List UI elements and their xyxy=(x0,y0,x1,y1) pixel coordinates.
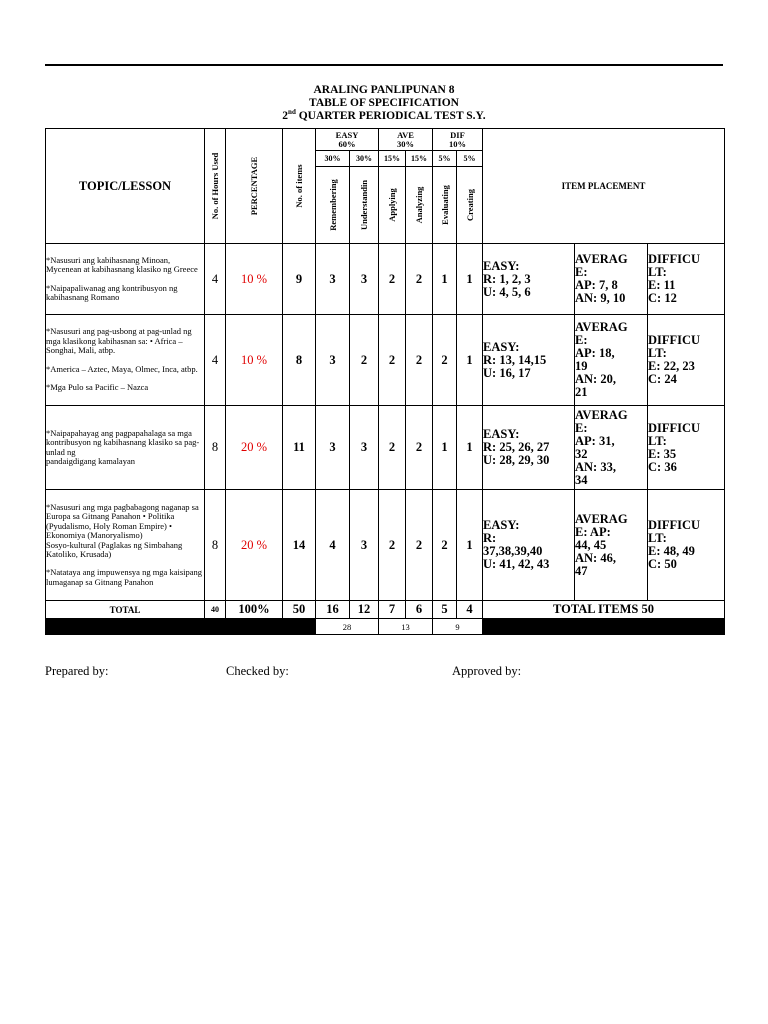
count-cell: 2 xyxy=(379,490,406,601)
items-cell: 14 xyxy=(283,490,316,601)
quarter-title xyxy=(45,110,723,123)
hours-cell: 4 xyxy=(205,315,226,406)
count-cell: 1 xyxy=(457,406,483,490)
percentage-header: PERCENTAGE xyxy=(226,129,283,244)
total-label: TOTAL xyxy=(46,601,205,619)
total-count: 5 xyxy=(433,601,457,619)
topic-header: TOPIC/LESSON xyxy=(46,129,205,244)
total-count: 6 xyxy=(406,601,433,619)
count-cell: 2 xyxy=(379,315,406,406)
count-cell: 3 xyxy=(350,244,379,315)
count-cell: 1 xyxy=(433,406,457,490)
count-cell: 2 xyxy=(406,406,433,490)
specification-table xyxy=(45,128,725,635)
count-cell: 2 xyxy=(379,406,406,490)
quarter-text: QUARTER PERIODICAL TEST S.Y. xyxy=(295,110,486,122)
level-understanding: Understandin xyxy=(350,167,379,244)
count-cell: 1 xyxy=(457,315,483,406)
average-placement-cell: AVERAG E: AP: 31, 32 AN: 33, 34 xyxy=(575,406,648,490)
count-cell: 3 xyxy=(350,406,379,490)
count-cell: 3 xyxy=(316,244,350,315)
level-pct-evaluating: 5% xyxy=(433,151,457,167)
total-hours: 40 xyxy=(205,601,226,619)
table-row xyxy=(46,406,725,490)
difficult-placement-cell: DIFFICU LT: E: 35 C: 36 xyxy=(648,406,725,490)
easy-group-sum: 28 xyxy=(316,619,379,635)
easy-placement-cell: EASY: R: 13, 14,15 U: 16, 17 xyxy=(483,315,575,406)
easy-placement-cell: EASY: R: 1, 2, 3 U: 4, 5, 6 xyxy=(483,244,575,315)
average-placement-cell: AVERAG E: AP: 18, 19 AN: 20, 21 xyxy=(575,315,648,406)
items-cell: 9 xyxy=(283,244,316,315)
easy-placement-cell: EASY: R: 37,38,39,40 U: 41, 42, 43 xyxy=(483,490,575,601)
count-cell: 1 xyxy=(457,490,483,601)
level-analyzing: Analyzing xyxy=(406,167,433,244)
total-count: 7 xyxy=(379,601,406,619)
topic-cell: *Nasusuri ang kabihasnang Minoan, Mycenean at kabihasnang klasiko ng Greece *Naipapaliwanag ang kontribusyon ng kabihasnang Romano xyxy=(46,244,205,315)
difficult-placement-cell: DIFFICU LT: E: 11 C: 12 xyxy=(648,244,725,315)
level-pct-remembering: 30% xyxy=(316,151,350,167)
items-cell: 11 xyxy=(283,406,316,490)
average-placement-cell: AVERAG E: AP: 44, 45 AN: 46, 47 xyxy=(575,490,648,601)
total-row xyxy=(46,601,725,619)
level-creating: Creating xyxy=(457,167,483,244)
group-sums-row xyxy=(46,619,725,635)
percentage-cell: 20 % xyxy=(226,406,283,490)
count-cell: 2 xyxy=(379,244,406,315)
level-evaluating: Evaluating xyxy=(433,167,457,244)
quarter-suffix: nd xyxy=(288,108,296,117)
hours-cell: 8 xyxy=(205,490,226,601)
hours-cell: 8 xyxy=(205,406,226,490)
item-placement-header: ITEM PLACEMENT xyxy=(483,129,725,244)
total-count: 16 xyxy=(316,601,350,619)
difficult-placement-cell: DIFFICU LT: E: 48, 49 C: 50 xyxy=(648,490,725,601)
items-cell: 8 xyxy=(283,315,316,406)
hours-header: No. of Hours Used xyxy=(205,129,226,244)
count-cell: 3 xyxy=(350,490,379,601)
level-remembering: Remembering xyxy=(316,167,350,244)
count-cell: 3 xyxy=(316,406,350,490)
checked-by-label: Checked by: xyxy=(226,664,289,678)
total-items: 50 xyxy=(283,601,316,619)
doc-type-title: TABLE OF SPECIFICATION xyxy=(309,97,459,109)
percentage-cell: 10 % xyxy=(226,244,283,315)
level-pct-analyzing: 15% xyxy=(406,151,433,167)
prepared-by-label: Prepared by: xyxy=(45,664,109,678)
topic-cell: *Nasusuri ang mga pagbabagong naganap sa Europa sa Gitnang Panahon • Politika (Pyudalismo, Holy Roman Empire) • Ekonomiya (Manoryalismo) Sosyo-kultural (Paglakas ng Simbahang Katoliko, Krusada) *Natataya ang impuwensya ng mga kaisipang lumaganap sa Gitnang Panahon xyxy=(46,490,205,601)
count-cell: 1 xyxy=(433,244,457,315)
count-cell: 3 xyxy=(316,315,350,406)
table-row xyxy=(46,490,725,601)
count-cell: 2 xyxy=(350,315,379,406)
topic-cell: *Nasusuri ang pag-usbong at pag-unlad ng mga klasikong kabihasnan sa: • Africa – Songhai, Mali, atbp. *America – Aztec, Maya, Olmec, Inca, atbp. *Mga Pulo sa Pacific – Nazca xyxy=(46,315,205,406)
count-cell: 2 xyxy=(433,490,457,601)
count-cell: 1 xyxy=(457,244,483,315)
level-pct-creating: 5% xyxy=(457,151,483,167)
total-percentage: 100% xyxy=(226,601,283,619)
average-group-sum: 13 xyxy=(379,619,433,635)
table-row xyxy=(46,244,725,315)
level-applying: Applying xyxy=(379,167,406,244)
difficult-group-sum: 9 xyxy=(433,619,483,635)
average-group-header: AVE 30% xyxy=(379,129,433,151)
average-placement-cell: AVERAG E: AP: 7, 8 AN: 9, 10 xyxy=(575,244,648,315)
count-cell: 2 xyxy=(406,315,433,406)
approved-by-label: Approved by: xyxy=(452,664,522,678)
document-title xyxy=(45,84,723,123)
difficult-group-header: DIF 10% xyxy=(433,129,483,151)
total-count: 12 xyxy=(350,601,379,619)
quarter-number: 2 xyxy=(282,110,289,122)
items-header: No. of items xyxy=(283,129,316,244)
total-items-label: TOTAL ITEMS 50 xyxy=(483,601,725,619)
level-pct-understanding: 30% xyxy=(350,151,379,167)
topic-cell: *Naipapahayag ang pagpapahalaga sa mga kontribusyon ng kabihasnang klasiko sa pag-unlad ng pandaigdigang kamalayan xyxy=(46,406,205,490)
hours-cell: 4 xyxy=(205,244,226,315)
table-row xyxy=(46,315,725,406)
count-cell: 4 xyxy=(316,490,350,601)
subject-title: ARALING PANLIPUNAN 8 xyxy=(313,84,455,96)
count-cell: 2 xyxy=(433,315,457,406)
top-rule xyxy=(45,64,723,66)
percentage-cell: 10 % xyxy=(226,315,283,406)
black-bar xyxy=(46,619,316,635)
count-cell: 2 xyxy=(406,490,433,601)
total-count: 4 xyxy=(457,601,483,619)
count-cell: 2 xyxy=(406,244,433,315)
difficult-placement-cell: DIFFICU LT: E: 22, 23 C: 24 xyxy=(648,315,725,406)
black-bar xyxy=(483,619,725,635)
easy-placement-cell: EASY: R: 25, 26, 27 U: 28, 29, 30 xyxy=(483,406,575,490)
easy-group-header: EASY 60% xyxy=(316,129,379,151)
percentage-cell: 20 % xyxy=(226,490,283,601)
level-pct-applying: 15% xyxy=(379,151,406,167)
